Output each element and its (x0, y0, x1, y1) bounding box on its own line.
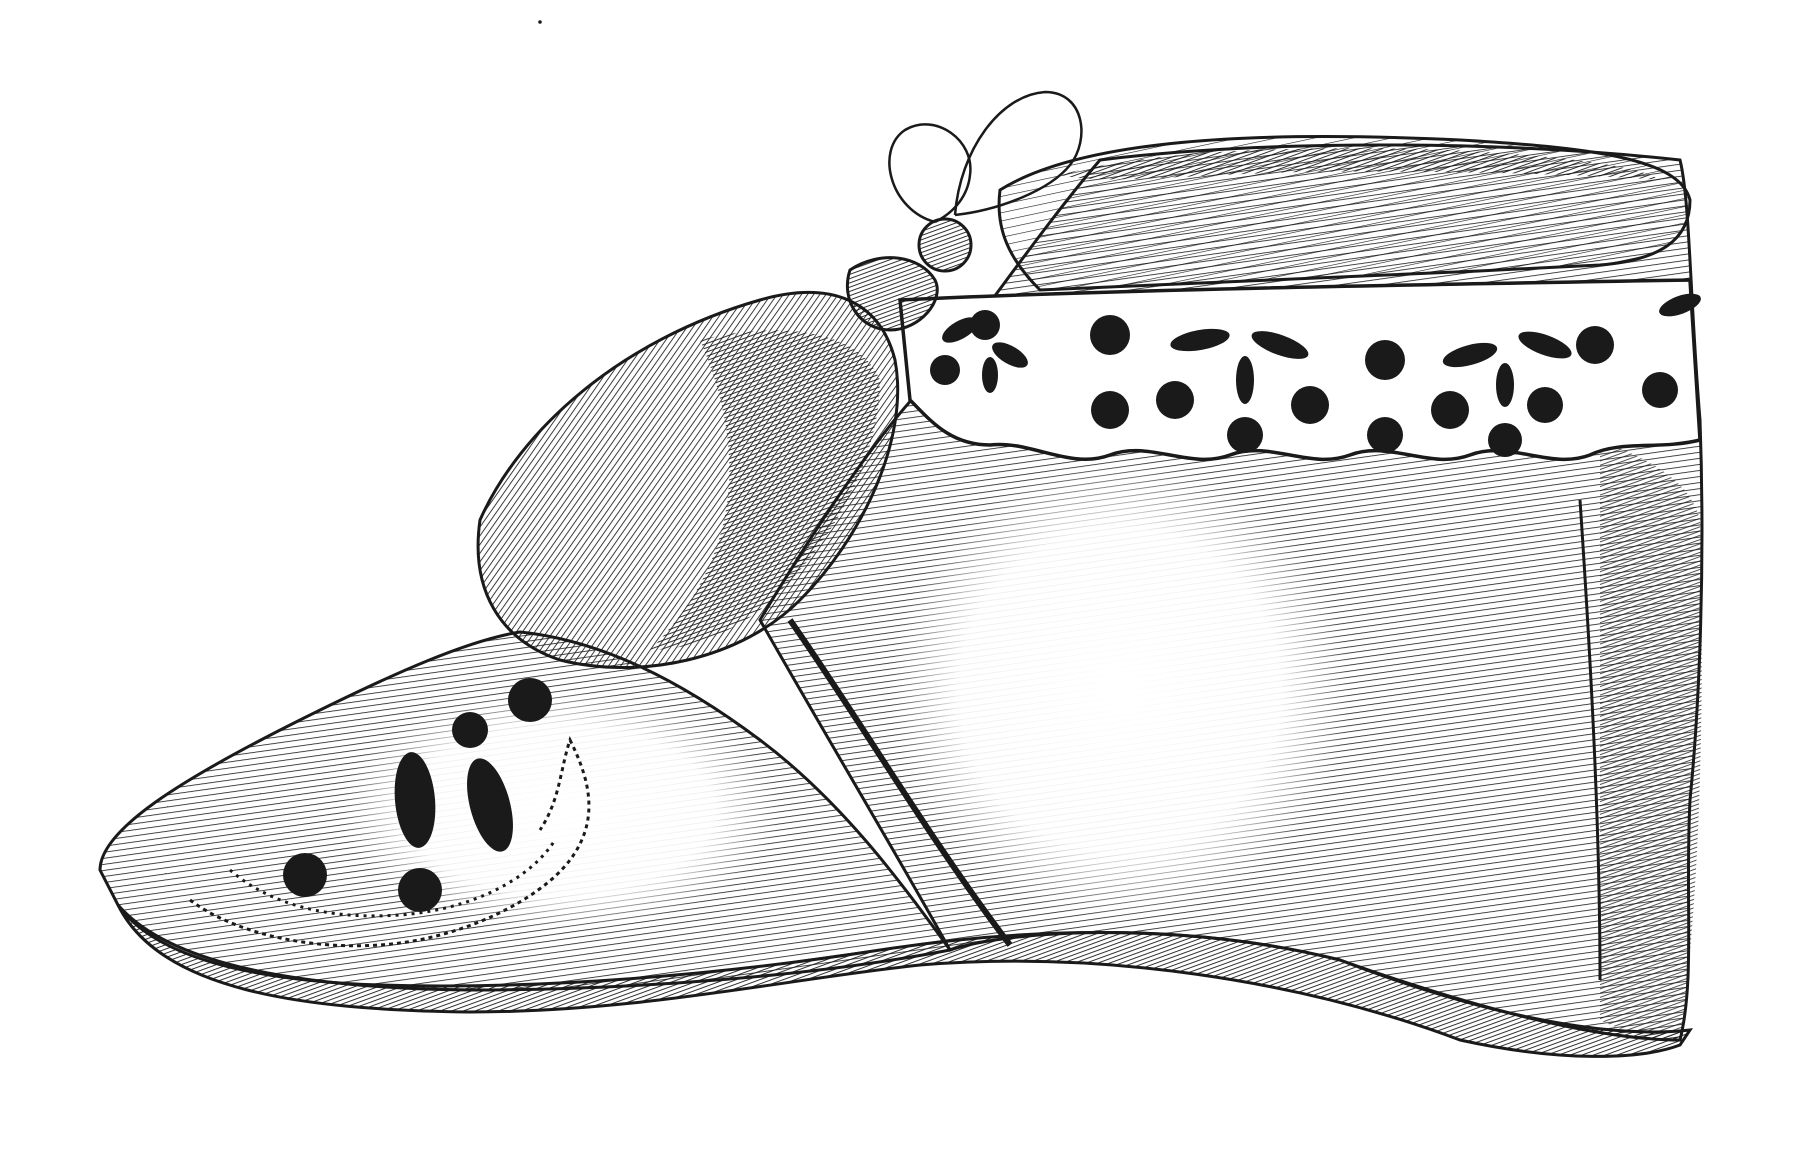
embroidered-band (900, 280, 1700, 459)
bow-loop-left (889, 124, 970, 222)
tassel-button (919, 219, 971, 271)
quarter-highlight (890, 460, 1350, 920)
heel-shade (1600, 440, 1702, 1040)
stray-mark (538, 20, 542, 24)
